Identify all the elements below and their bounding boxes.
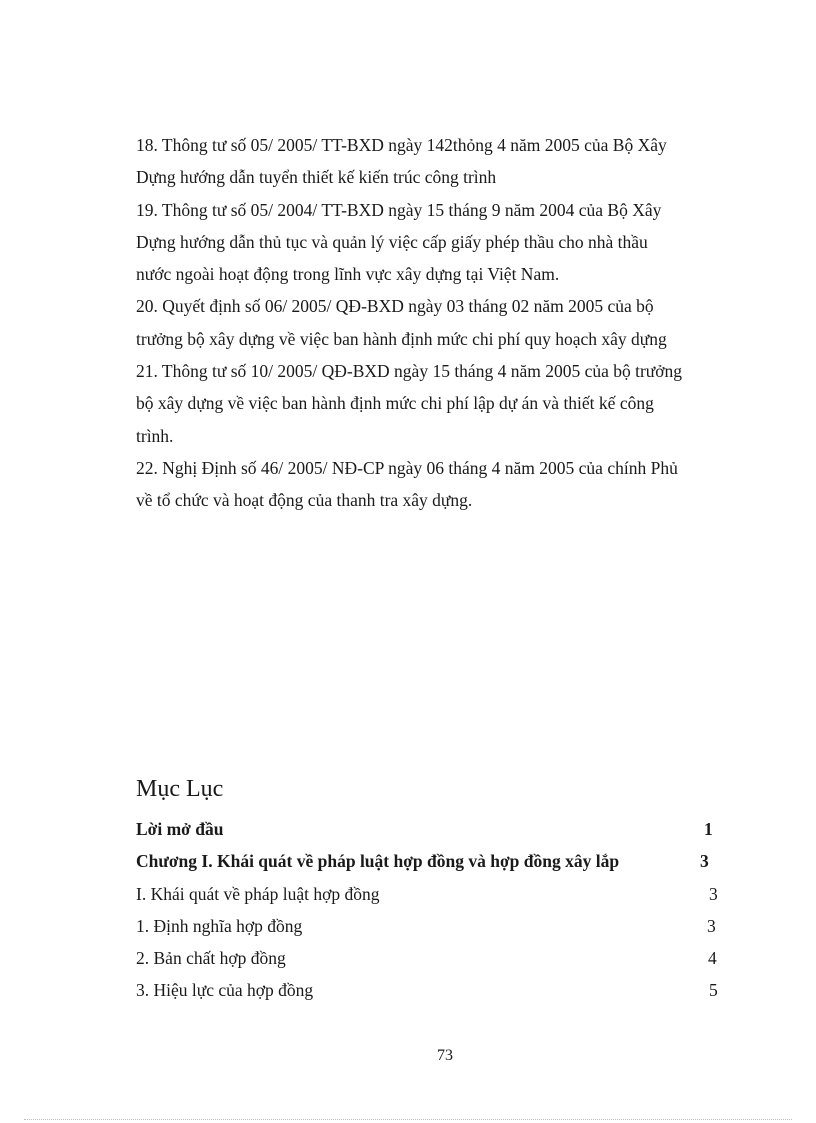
toc-entry-label: Lời mở đầu [136, 819, 224, 839]
reference-line: 21. Thông tư số 10/ 2005/ QĐ-BXD ngày 15 tháng 4 năm 2005 của bộ trưởng [136, 361, 683, 382]
toc-entry-chapter-1[interactable] [136, 845, 736, 877]
toc-entry-page: 5 [709, 980, 718, 1001]
toc-entry-label: 2. Bản chất hợp đồng [136, 948, 286, 969]
reference-line: trình. [136, 425, 174, 446]
toc-entry-label: 3. Hiệu lực của hợp đồng [136, 980, 314, 1001]
reference-line: bộ xây dựng về việc ban hành định mức chi phí lập dự án và thiết kế công [136, 393, 654, 414]
reference-line: 22. Nghị Định số 46/ 2005/ NĐ-CP ngày 06 tháng 4 năm 2005 của chính Phủ [136, 457, 678, 478]
reference-line: 18. Thông tư số 05/ 2005/ TT-BXD ngày 142thỏng 4 năm 2005 của Bộ Xây [136, 135, 667, 155]
reference-line: nước ngoài hoạt động trong lĩnh vực xây dựng tại Việt Nam. [136, 264, 560, 285]
reference-line: 20. Quyết định số 06/ 2005/ QĐ-BXD ngày 03 tháng 02 năm 2005 của bộ [136, 296, 654, 317]
toc-entry-validity[interactable] [136, 974, 736, 1006]
toc-entry-page: 3 [707, 915, 716, 936]
page-bottom-divider [24, 1119, 792, 1120]
toc-entry-label: I. Khái quát về pháp luật hợp đồng [136, 883, 380, 904]
toc-entry-label: Chương I. Khái quát về pháp luật hợp đồng và hợp đồng xây lắp [136, 851, 620, 872]
table-of-contents [136, 813, 736, 1007]
toc-entry-definition[interactable] [136, 910, 736, 942]
toc-entry-page: 4 [708, 948, 717, 969]
toc-entry-page: 3 [709, 883, 718, 904]
reference-line: Dựng hướng dẫn tuyển thiết kế kiến trúc công trình [136, 167, 497, 188]
page-number: 73 [437, 1047, 453, 1064]
toc-entry-label: 1. Định nghĩa hợp đồng [136, 915, 303, 936]
reference-line: 19. Thông tư số 05/ 2004/ TT-BXD ngày 15 tháng 9 năm 2004 của Bộ Xây [136, 199, 662, 220]
reference-line: trưởng bộ xây dựng về việc ban hành định mức chi phí quy hoạch xây dựng [136, 328, 667, 349]
toc-entry-introduction[interactable] [136, 813, 736, 845]
toc-entry-page: 1 [704, 819, 713, 839]
toc-entry-nature[interactable] [136, 942, 736, 974]
reference-list [136, 129, 736, 517]
toc-title: Mục Lục [136, 776, 224, 802]
toc-entry-page: 3 [700, 851, 709, 872]
reference-line: Dựng hướng dẫn thủ tục và quản lý việc cấp giấy phép thầu cho nhà thầu [136, 231, 648, 252]
reference-line: về tổ chức và hoạt động của thanh tra xây dựng. [136, 490, 473, 511]
toc-entry-section-1[interactable] [136, 878, 736, 910]
